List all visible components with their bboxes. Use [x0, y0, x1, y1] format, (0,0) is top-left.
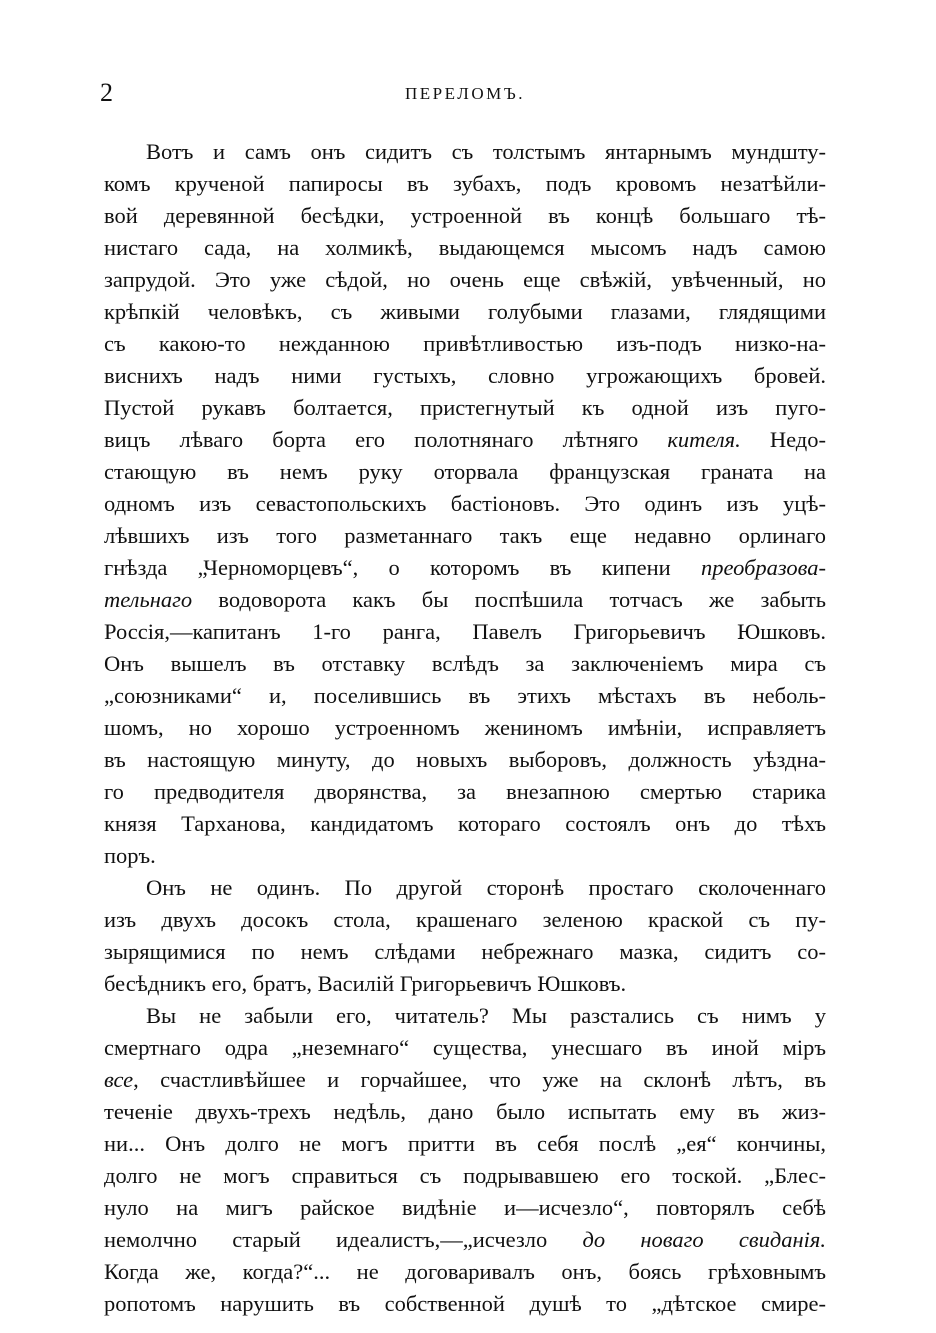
italic-text: кителя.: [667, 427, 741, 452]
body-text: [104, 136, 826, 1320]
text-segment: Онъ не одинъ. По другой сторонѣ простаго сколоченнаго: [146, 875, 826, 900]
italic-text: преобразова-: [700, 555, 826, 580]
text-segment: лѣвшихъ изъ того разметаннаго такъ еще недавно орлинаго: [104, 523, 826, 548]
page-header: [100, 78, 830, 108]
text-line: [104, 616, 826, 648]
text-line: [104, 552, 826, 584]
text-line: [104, 1288, 826, 1320]
text-segment: го предводителя дворянства, за внезапною смертью старика: [104, 779, 826, 804]
text-line: [104, 392, 826, 424]
text-line: [104, 296, 826, 328]
text-segment: теченіе двухъ-трехъ недѣль, дано было испытать ему въ жиз-: [104, 1099, 826, 1124]
text-segment: изъ двухъ досокъ стола, крашенаго зеленою краской съ пу-: [104, 907, 826, 932]
text-line: [104, 872, 826, 904]
text-line: [104, 424, 826, 456]
text-segment: шомъ, но хорошо устроенномъ жениномъ имѣніи, исправляетъ: [104, 715, 826, 740]
text-line: [104, 648, 826, 680]
text-line: [104, 776, 826, 808]
text-segment: смертнаго одра „неземнаго“ существа, унесшаго въ иной міръ: [104, 1035, 826, 1060]
text-segment: Недо-: [740, 427, 826, 452]
text-line: [104, 808, 826, 840]
text-segment: одномъ изъ севастопольскихъ бастіоновъ. Это одинъ изъ уцѣ-: [104, 491, 826, 516]
text-line: [104, 1096, 826, 1128]
text-segment: съ какою-то нежданною привѣтливостью изъ-подъ низко-на-: [104, 331, 826, 356]
page-number: 2: [100, 78, 113, 107]
text-segment: Когда же, когда?“... не договаривалъ онъ, боясь грѣховнымъ: [104, 1259, 826, 1284]
text-segment: вой деревянной бесѣдки, устроенной въ концѣ большаго тѣ-: [104, 203, 826, 228]
italic-text: до новаго свиданія.: [582, 1227, 826, 1252]
text-line: [104, 1032, 826, 1064]
text-line: [104, 264, 826, 296]
text-line: [104, 712, 826, 744]
text-segment: запрудой. Это уже сѣдой, но очень еще свѣжій, увѣченный, но: [104, 267, 826, 292]
text-line: [104, 360, 826, 392]
text-segment: немолчно старый идеалистъ,—„исчезло: [104, 1227, 583, 1252]
text-line: [104, 456, 826, 488]
paragraph: [104, 1000, 826, 1320]
text-segment: „союзниками“ и, поселившись въ этихъ мѣстахъ въ неболь-: [104, 683, 826, 708]
italic-text: тельнаго: [104, 587, 193, 612]
text-line: [104, 328, 826, 360]
text-segment: зырящимися по немъ слѣдами небрежнаго мазка, сидитъ со-: [104, 939, 826, 964]
text-segment: , счастливѣйшее и горчайшее, что уже на склонѣ лѣтъ, въ: [133, 1067, 826, 1092]
text-segment: виснихъ надъ ними густыхъ, словно угрожающихъ бровей.: [104, 363, 826, 388]
text-segment: бесѣдникъ его, братъ, Василій Григорьевичъ Юшковъ.: [104, 971, 627, 996]
paragraph: [104, 872, 826, 1000]
text-line: [104, 1224, 826, 1256]
text-line: [104, 936, 826, 968]
text-line: [104, 1064, 826, 1096]
text-line: [104, 744, 826, 776]
text-segment: Вы не забыли его, читатель? Мы разстались съ нимъ у: [146, 1003, 826, 1028]
text-segment: Пустой рукавъ болтается, пристегнутый къ одной изъ пуго-: [104, 395, 826, 420]
text-line: [104, 136, 826, 168]
text-segment: нистаго сада, на холмикѣ, выдающемся мысомъ надъ самою: [104, 235, 826, 260]
text-line: [104, 968, 826, 1000]
text-segment: стающую въ немъ руку оторвала французская граната на: [104, 459, 826, 484]
text-line: [104, 1160, 826, 1192]
text-segment: нуло на мигъ райское видѣніе и—исчезло“, повторялъ себѣ: [104, 1195, 826, 1220]
text-segment: гнѣзда „Черноморцевъ“, о которомъ въ кипени: [104, 555, 701, 580]
text-segment: поръ.: [104, 843, 156, 868]
text-line: [104, 1128, 826, 1160]
text-line: [104, 1256, 826, 1288]
text-segment: долго не могъ справиться съ подрывавшею его тоской. „Блес-: [104, 1163, 826, 1188]
text-segment: ропотомъ нарушить въ собственной душѣ то „дѣтское смире-: [104, 1291, 826, 1316]
italic-text: все: [104, 1067, 134, 1092]
text-line: [104, 1192, 826, 1224]
text-segment: Россія,—капитанъ 1-го ранга, Павелъ Григорьевичъ Юшковъ.: [104, 619, 826, 644]
text-segment: крѣпкій человѣкъ, съ живыми голубыми глазами, глядящими: [104, 299, 826, 324]
text-line: [104, 232, 826, 264]
text-segment: ни... Онъ долго не могъ притти въ себя послѣ „ея“ кончины,: [104, 1131, 826, 1156]
text-line: [104, 1000, 826, 1032]
text-segment: комъ крученой папиросы въ зубахъ, подъ кровомъ незатѣйли-: [104, 171, 826, 196]
text-line: [104, 520, 826, 552]
text-segment: Вотъ и самъ онъ сидитъ съ толстымъ янтарнымъ мундшту-: [146, 139, 826, 164]
running-title: ПЕРЕЛОМЪ.: [405, 84, 525, 103]
text-line: [104, 904, 826, 936]
text-line: [104, 584, 826, 616]
text-segment: Онъ вышелъ въ отставку вслѣдъ за заключеніемъ мира съ: [104, 651, 826, 676]
text-line: [104, 168, 826, 200]
text-segment: водоворота какъ бы поспѣшила тотчасъ же забыть: [192, 587, 826, 612]
text-segment: вицъ лѣваго борта его полотнянаго лѣтняго: [104, 427, 668, 452]
text-segment: князя Тарханова, кандидатомъ котораго состоялъ онъ до тѣхъ: [104, 811, 826, 836]
text-segment: въ настоящую минуту, до новыхъ выборовъ, должность уѣздна-: [104, 747, 826, 772]
text-line: [104, 840, 826, 872]
text-line: [104, 488, 826, 520]
text-line: [104, 200, 826, 232]
text-line: [104, 680, 826, 712]
paragraph: [104, 136, 826, 872]
